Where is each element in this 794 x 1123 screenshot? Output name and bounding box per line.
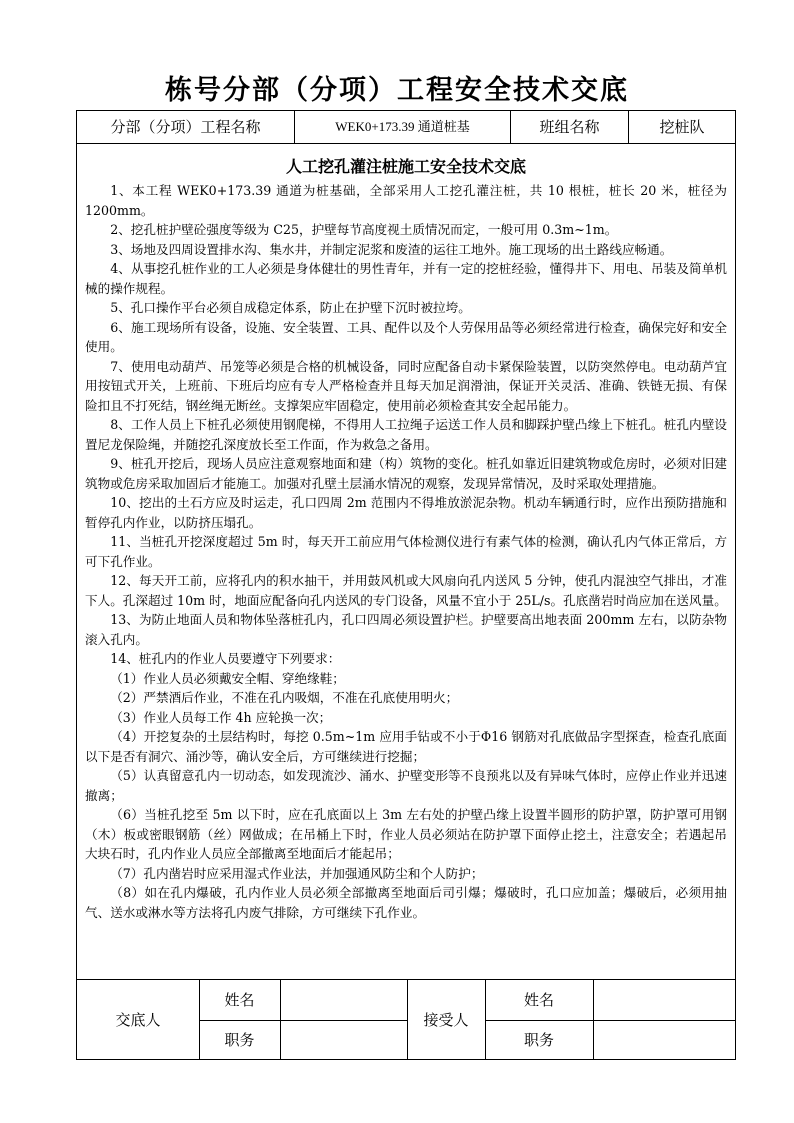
sub-clause-4: （4）开挖复杂的土层结构时，每挖 0.5m~1m 应用手钻或不小于Φ16 钢筋对孔底做品字型探查，检查孔底面以下是否有洞穴、涌沙等，确认安全后，方可继续进行挖掘； [85, 729, 727, 764]
issuer-position-field[interactable] [280, 1020, 407, 1060]
sub-clause-5: （5）认真留意孔内一切动态，如发现流沙、涌水、护壁变形等不良预兆以及有异味气体时，应停止作业并迅速撤离； [85, 768, 727, 803]
clause-11: 11、当桩孔开挖深度超过 5m 时，每天开工前应用气体检测仪进行有素气体的检测，确认孔内气体正常后，方可下孔作业。 [85, 534, 727, 569]
team-name-label: 班组名称 [511, 111, 629, 143]
clause-2: 2、挖孔桩护壁砼强度等级为 C25，护壁每节高度视土质情况而定，一般可用 0.3m~1m。 [110, 222, 618, 237]
sub-clause-7: （7）孔内凿岩时应采用湿式作业法，并加强通风防尘和个人防护； [110, 865, 484, 881]
clause-1: 1、本工程 WEK0+173.39 通道为桩基础，全部采用人工挖孔灌注桩，共 10 根桩，桩长 20 米，桩径为 1200mm。 [85, 183, 727, 218]
clause-9: 9、桩孔开挖后，现场人员应注意观察地面和建（构）筑物的变化。桩孔如靠近旧建筑物或危房时，必须对旧建筑物或危房采取加固后才能施工。加强对孔壁土层涌水情况的观察，发现异常情况，及时采取处理措施。 [85, 456, 727, 491]
signature-section [77, 979, 735, 1060]
disclosure-form [76, 110, 736, 1060]
issuer-name-field[interactable] [280, 980, 407, 1020]
sub-clause-1: （1）作业人员必须戴安全帽、穿绝缘鞋； [110, 670, 345, 686]
project-name-label: 分部（分项）工程名称 [77, 111, 295, 143]
team-name-value: 挖桩队 [659, 118, 705, 136]
clause-8: 8、工作人员上下桩孔必须使用钢爬梯，不得用人工拉绳子运送工作人员和脚踩护壁凸缘上下桩孔。桩孔内壁设置尼龙保险绳，并随挖孔深度放长至工作面，作为救急之备用。 [85, 417, 727, 452]
clause-6: 6、施工现场所有设备，设施、安全装置、工具、配件以及个人劳保用品等必须经常进行检查，确保完好和安全使用。 [85, 319, 727, 354]
clause-13: 13、为防止地面人员和物体坠落桩孔内，孔口四周必须设置护栏。护壁要高出地表面 200mm 左右，以防杂物滚入孔内。 [85, 612, 727, 647]
clause-5: 5、孔口操作平台必须自成稳定体系，防止在护壁下沉时被拉垮。 [110, 300, 471, 315]
receiver-name-field[interactable] [593, 980, 735, 1020]
clause-14: 14、桩孔内的作业人员要遵守下列要求： [110, 651, 341, 666]
issuer-name-label: 姓名 [224, 991, 255, 1009]
receiver-position-label: 职务 [523, 1031, 554, 1049]
header-row [77, 111, 735, 144]
clause-3: 3、场地及四周设置排水沟、集水井，并制定泥浆和废渣的运往工地外。施工现场的出土路线应畅通。 [110, 241, 673, 257]
clause-4: 4、从事挖孔桩作业的工人必须是身体健壮的男性青年，并有一定的挖桩经验，懂得井下、用电、吊装及简单机械的操作规程。 [85, 261, 727, 296]
receiver-position-field[interactable] [593, 1020, 735, 1060]
disclosure-content [77, 144, 735, 978]
issuer-label: 交底人 [115, 1011, 161, 1029]
sub-clause-8: （8）如在孔内爆破，孔内作业人员必须全部撤离至地面后司引爆；爆破时，孔口应加盖；爆破后，必须用抽气、送水或淋水等方法将孔内废气排除，方可继续下孔作业。 [85, 885, 727, 920]
issuer-position-label: 职务 [224, 1031, 255, 1049]
receiver-name-label: 姓名 [523, 991, 554, 1009]
document-title: 栋号分部（分项）工程安全技术交底 [165, 75, 629, 106]
clause-7: 7、使用电动葫芦、吊笼等必须是合格的机械设备，同时应配备自动卡紧保险装置，以防突然停电。电动葫芦宜用按钮式开关，上班前、下班后均应有专人严格检查并且每天加足润滑油，保证开关灵活、准确、铁链无损、有保险扣且不打死结，钢丝绳无断丝。支撑架应牢固稳定，使用前必须检查其安全起吊能力。 [85, 358, 727, 413]
content-title: 人工挖孔灌注桩施工安全技术交底 [285, 157, 526, 176]
receiver-label: 接受人 [423, 1011, 469, 1029]
sub-clause-3: （3）作业人员每工作 4h 应轮换一次； [110, 709, 332, 725]
clause-10: 10、挖出的土石方应及时运走，孔口四周 2m 范围内不得堆放淤泥杂物。机动车辆通行时，应作出预防措施和暂停孔内作业，以防挤压塌孔。 [85, 495, 727, 530]
sub-clause-6: （6）当桩孔挖至 5m 以下时，应在孔底面以上 3m 左右处的护壁凸缘上设置半圆形的防护罩，防护罩可用钢（木）板或密眼钢筋（丝）网做成；在吊桶上下时，作业人员必须站在防护罩下面停止挖土，注意安全；若遇起吊大块石时，孔内作业人员应全部撤离至地面后才能起吊； [85, 807, 727, 861]
clause-12: 12、每天开工前，应将孔内的积水抽干，并用鼓风机或大风扇向孔内送风 5 分钟，使孔内混浊空气排出，才准下人。孔深超过 10m 时，地面应配备向孔内送风的专门设备，风量不宜小于 25L/s。孔底凿岩时尚应加在送风量。 [85, 573, 727, 608]
project-name-value: WEK0+173.39 通道桩基 [295, 111, 511, 143]
sub-clause-2: （2）严禁酒后作业，不准在孔内吸烟，不准在孔底使用明火； [110, 690, 459, 705]
